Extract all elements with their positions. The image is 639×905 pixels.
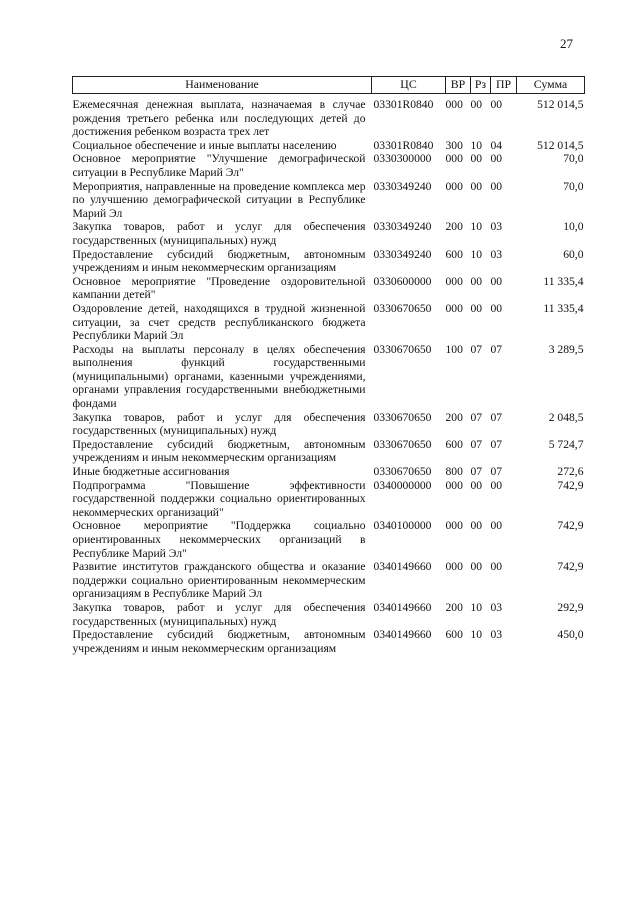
cell-pr: 00 xyxy=(490,98,503,111)
cell-vr: 200 xyxy=(445,410,463,424)
cell-name: Закупка товаров, работ и услуг для обеспечения государственных (муниципальных) нужд xyxy=(72,410,366,438)
table-row xyxy=(73,220,585,247)
cell-pr: 03 xyxy=(490,220,503,234)
cell-code: 0340100000 xyxy=(373,519,432,533)
cell-code: 0330600000 xyxy=(373,274,432,288)
cell-pr: 03 xyxy=(490,247,503,261)
table-row xyxy=(73,180,585,221)
table-row xyxy=(73,139,585,153)
page-number: 27 xyxy=(560,36,573,51)
header-rz: Рз xyxy=(471,77,491,94)
cell-code: 03301R0840 xyxy=(373,98,434,111)
table-row xyxy=(73,438,585,465)
cell-code: 0330670650 xyxy=(373,301,432,315)
cell-name: Основное мероприятие "Улучшение демографической ситуации в Республике Марий Эл" xyxy=(72,152,366,179)
cell-sum: 512 014,5 xyxy=(537,138,584,152)
cell-rz: 00 xyxy=(470,301,483,315)
header-code: ЦС xyxy=(372,77,446,94)
table-row xyxy=(73,465,585,479)
cell-name: Закупка товаров, работ и услуг для обеспечения государственных (муниципальных) нужд xyxy=(72,600,366,628)
cell-vr: 000 xyxy=(445,179,463,193)
cell-rz: 00 xyxy=(470,519,483,533)
cell-name: Основное мероприятие "Проведение оздоровительной кампании детей" xyxy=(72,274,366,302)
cell-name: Развитие институтов гражданского общества и оказание поддержки социально ориентированным некоммерческим организациям в Республике Марий Эл xyxy=(72,560,366,601)
table-row xyxy=(73,601,585,628)
cell-rz: 10 xyxy=(470,247,483,261)
cell-pr: 03 xyxy=(490,628,503,642)
cell-name: Иные бюджетные ассигнования xyxy=(72,465,230,479)
cell-sum: 512 014,5 xyxy=(537,98,584,111)
cell-sum: 70,0 xyxy=(563,152,584,166)
cell-sum: 70,0 xyxy=(563,179,584,193)
cell-name: Ежемесячная денежная выплата, назначаемая в случае рождения третьего ребенка или последующих детей до достижения ребенком возраста трех лет xyxy=(72,98,366,139)
cell-code: 0330300000 xyxy=(373,152,432,166)
cell-name: Социальное обеспечение и иные выплаты населению xyxy=(72,138,337,152)
cell-pr: 07 xyxy=(490,342,503,356)
cell-code: 0340149660 xyxy=(373,628,432,642)
table-row xyxy=(73,152,585,179)
cell-code: 0330349240 xyxy=(373,179,432,193)
cell-rz: 00 xyxy=(470,152,483,166)
table-row xyxy=(73,479,585,520)
cell-name: Расходы на выплаты персоналу в целях обеспечения выполнения функций государственными (муниципальными) органами, казенными учреждениями, органами управления государственными внебюджетными фондами xyxy=(72,342,366,411)
cell-name: Подпрограмма "Повышение эффективности государственной поддержки социально ориентированных некоммерческих организаций" xyxy=(72,478,366,519)
table-row xyxy=(73,560,585,601)
cell-vr: 000 xyxy=(445,274,463,288)
cell-vr: 600 xyxy=(445,437,463,451)
table-row xyxy=(73,628,585,655)
cell-code: 0330349240 xyxy=(373,220,432,234)
cell-rz: 10 xyxy=(470,600,483,614)
cell-sum: 292,9 xyxy=(557,600,584,614)
cell-rz: 10 xyxy=(470,628,483,642)
cell-rz: 10 xyxy=(470,220,483,234)
cell-rz: 00 xyxy=(470,98,483,111)
cell-name: Закупка товаров, работ и услуг для обеспечения государственных (муниципальных) нужд xyxy=(72,220,366,247)
cell-code: 0330349240 xyxy=(373,247,432,261)
cell-vr: 300 xyxy=(445,138,463,152)
cell-vr: 000 xyxy=(445,98,463,111)
cell-sum: 450,0 xyxy=(557,628,584,642)
cell-name: Мероприятия, направленные на проведение комплекса мер по улучшению демографической ситуации в Республике Марий Эл xyxy=(72,179,366,220)
budget-table xyxy=(72,76,585,655)
cell-vr: 000 xyxy=(445,560,463,574)
cell-code: 0330670650 xyxy=(373,437,432,451)
table-row xyxy=(73,275,585,302)
cell-sum: 742,9 xyxy=(557,478,584,492)
cell-name: Предоставление субсидий бюджетным, автономным учреждениям и иным некоммерческим организациям xyxy=(72,437,366,465)
cell-vr: 800 xyxy=(445,465,463,479)
header-pr: ПР xyxy=(491,77,517,94)
cell-pr: 07 xyxy=(490,410,503,424)
header-vr: ВР xyxy=(446,77,471,94)
cell-name: Предоставление субсидий бюджетным, автономным учреждениям и иным некоммерческим организациям xyxy=(72,628,366,655)
cell-sum: 272,6 xyxy=(557,465,584,479)
cell-rz: 07 xyxy=(470,342,483,356)
cell-pr: 00 xyxy=(490,301,503,315)
cell-sum: 2 048,5 xyxy=(548,410,584,424)
cell-pr: 00 xyxy=(490,274,503,288)
header-sum: Сумма xyxy=(517,77,585,94)
cell-pr: 00 xyxy=(490,519,503,533)
cell-name: Оздоровление детей, находящихся в трудной жизненной ситуации, за счет средств республиканского бюджета Республики Марий Эл xyxy=(72,301,366,343)
cell-rz: 07 xyxy=(470,437,483,451)
cell-sum: 742,9 xyxy=(557,560,584,574)
cell-rz: 00 xyxy=(470,179,483,193)
cell-vr: 000 xyxy=(445,152,463,166)
cell-sum: 5 724,7 xyxy=(548,437,584,451)
cell-sum: 11 335,4 xyxy=(543,301,584,315)
cell-rz: 00 xyxy=(470,274,483,288)
cell-pr: 07 xyxy=(490,465,503,479)
cell-pr: 03 xyxy=(490,600,503,614)
cell-code: 0340149660 xyxy=(373,600,432,614)
cell-code: 03301R0840 xyxy=(373,138,434,152)
cell-pr: 00 xyxy=(490,152,503,166)
cell-code: 0340149660 xyxy=(373,560,432,574)
cell-pr: 00 xyxy=(490,179,503,193)
cell-sum: 11 335,4 xyxy=(543,274,584,288)
cell-code: 0330670650 xyxy=(373,342,432,356)
cell-rz: 10 xyxy=(470,138,483,152)
cell-vr: 200 xyxy=(445,220,463,234)
cell-vr: 200 xyxy=(445,600,463,614)
cell-name: Основное мероприятие "Поддержка социально ориентированных некоммерческих организаций в Республике Марий Эл" xyxy=(72,519,366,560)
cell-rz: 00 xyxy=(470,478,483,492)
cell-pr: 00 xyxy=(490,478,503,492)
cell-rz: 07 xyxy=(470,410,483,424)
cell-vr: 000 xyxy=(445,519,463,533)
cell-pr: 00 xyxy=(490,560,503,574)
cell-pr: 07 xyxy=(490,437,503,451)
cell-sum: 3 289,5 xyxy=(548,342,584,356)
cell-rz: 00 xyxy=(470,560,483,574)
cell-vr: 000 xyxy=(445,478,463,492)
cell-sum: 10,0 xyxy=(563,220,584,234)
table-row xyxy=(73,411,585,438)
cell-pr: 04 xyxy=(490,138,503,152)
cell-name: Предоставление субсидий бюджетным, автономным учреждениям и иным некоммерческим организациям xyxy=(72,247,366,275)
cell-vr: 600 xyxy=(445,628,463,642)
cell-vr: 000 xyxy=(445,301,463,315)
cell-code: 0330670650 xyxy=(373,465,432,479)
cell-sum: 60,0 xyxy=(563,247,584,261)
header-name: Наименование xyxy=(73,77,372,94)
table-row xyxy=(73,94,585,139)
cell-vr: 600 xyxy=(445,247,463,261)
cell-code: 0330670650 xyxy=(373,410,432,424)
table-row xyxy=(73,343,585,411)
table-header-row xyxy=(73,77,585,94)
table-row xyxy=(73,519,585,560)
cell-code: 0340000000 xyxy=(373,478,432,492)
table-row xyxy=(73,248,585,275)
cell-vr: 100 xyxy=(445,342,463,356)
cell-rz: 07 xyxy=(470,465,483,479)
table-row xyxy=(73,302,585,343)
cell-sum: 742,9 xyxy=(557,519,584,533)
